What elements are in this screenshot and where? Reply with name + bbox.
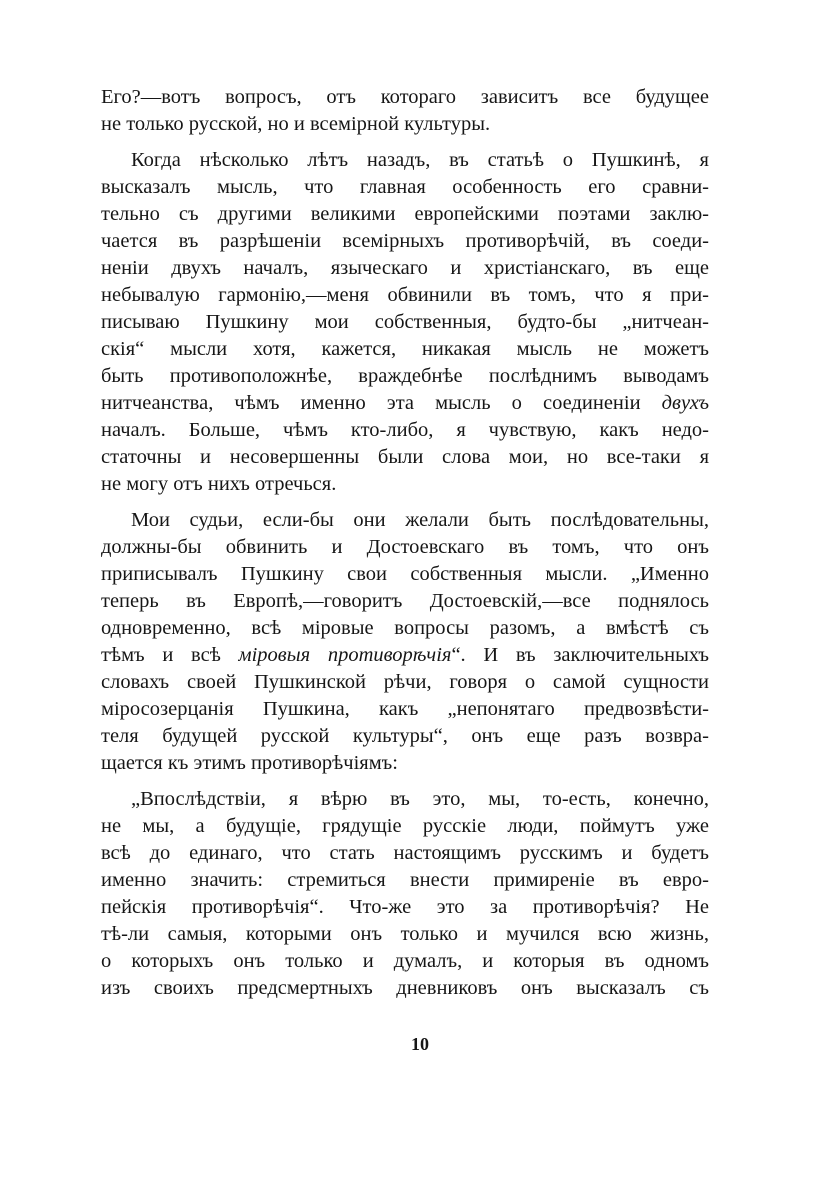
text-line: изъ своихъ предсмертныхъ дневниковъ онъ высказалъ съ bbox=[101, 977, 709, 999]
text-line: должны-бы обвинить и Достоевскаго въ томъ, что онъ bbox=[101, 536, 709, 558]
text-line: высказалъ мысль, что главная особенность его сравни- bbox=[101, 176, 709, 198]
text-line: теля будущей русской культуры“, онъ еще разъ возвра- bbox=[101, 725, 709, 747]
text-line: началъ. Больше, чѣмъ кто-либо, я чувствую, какъ недо- bbox=[101, 419, 709, 441]
text-line: всѣ до единаго, что стать настоящимъ русскимъ и будетъ bbox=[101, 842, 709, 864]
text-line: пейскія противорѣчія“. Что-же это за противорѣчія? Не bbox=[101, 896, 709, 918]
text-fragment: нитчеанства, чѣмъ именно эта мысль о соединеніи bbox=[101, 392, 662, 414]
text-line: тѣ-ли самыя, которыми онъ только и мучился всю жизнь, bbox=[101, 923, 709, 945]
text-line: Когда нѣсколько лѣтъ назадъ, въ статьѣ о Пушкинѣ, я bbox=[131, 149, 709, 171]
paragraph-3 bbox=[101, 507, 709, 777]
text-line: теперь въ Европѣ,—говоритъ Достоевскій,—все поднялось bbox=[101, 590, 709, 612]
text-line: Мои судьи, если-бы они желали быть послѣдовательны, bbox=[131, 509, 709, 531]
text-line: о которыхъ онъ только и думалъ, и которыя въ одномъ bbox=[101, 950, 709, 972]
text-line: быть противоположнѣе, враждебнѣе послѣднимъ выводамъ bbox=[101, 365, 709, 387]
text-line: чается въ разрѣшеніи всемірныхъ противорѣчій, въ соеди- bbox=[101, 230, 709, 252]
text-line bbox=[101, 390, 709, 417]
emphasis-text: двухъ bbox=[661, 392, 709, 414]
text-line: одновременно, всѣ міровые вопросы разомъ, а вмѣстѣ съ bbox=[101, 617, 709, 639]
text-line: не мы, а будущіе, грядущіе русскіе люди, поймутъ уже bbox=[101, 815, 709, 837]
text-line: писываю Пушкину мои собственныя, будто-бы „нитчеан- bbox=[101, 311, 709, 333]
text-fragment: тѣмъ и всѣ bbox=[101, 644, 239, 666]
paragraph-2 bbox=[101, 147, 709, 498]
text-line: небывалую гармонію,—меня обвинили въ томъ, что я при- bbox=[101, 284, 709, 306]
text-line: неніи двухъ началъ, языческаго и христіанскаго, въ еще bbox=[101, 257, 709, 279]
text-line: щается къ этимъ противорѣчіямъ: bbox=[101, 752, 398, 774]
page-number: 10 bbox=[411, 1034, 429, 1054]
text-line: „Впослѣдствіи, я вѣрю въ это, мы, то-есть, конечно, bbox=[131, 788, 709, 810]
text-line: словахъ своей Пушкинской рѣчи, говоря о самой сущности bbox=[101, 671, 709, 693]
text-line: статочны и несовершенны были слова мои, но все-таки я bbox=[101, 446, 709, 468]
text-line: приписывалъ Пушкину свои собственныя мысли. „Именно bbox=[101, 563, 709, 585]
text-fragment: “. И въ заключительныхъ bbox=[451, 644, 709, 666]
text-line: не могу отъ нихъ отречься. bbox=[101, 473, 337, 495]
paragraph-1 bbox=[101, 84, 709, 138]
text-line: не только русской, но и всемірной культуры. bbox=[101, 113, 491, 135]
paragraph-4 bbox=[101, 786, 709, 1002]
text-line: именно значить: стремиться внести примиреніе въ евро- bbox=[101, 869, 709, 891]
text-line: Его?—вотъ вопросъ, отъ котораго зависитъ все будущее bbox=[101, 86, 709, 108]
text-line bbox=[101, 642, 709, 669]
text-line: міросозерцанія Пушкина, какъ „непонятаго предвозвѣсти- bbox=[101, 698, 709, 720]
emphasis-text: міровыя противорѣчія bbox=[238, 644, 452, 666]
text-line: скія“ мысли хотя, кажется, никакая мысль не можетъ bbox=[101, 338, 709, 360]
text-line: тельно съ другими великими европейскими поэтами заклю- bbox=[101, 203, 709, 225]
body-text bbox=[101, 84, 709, 1002]
